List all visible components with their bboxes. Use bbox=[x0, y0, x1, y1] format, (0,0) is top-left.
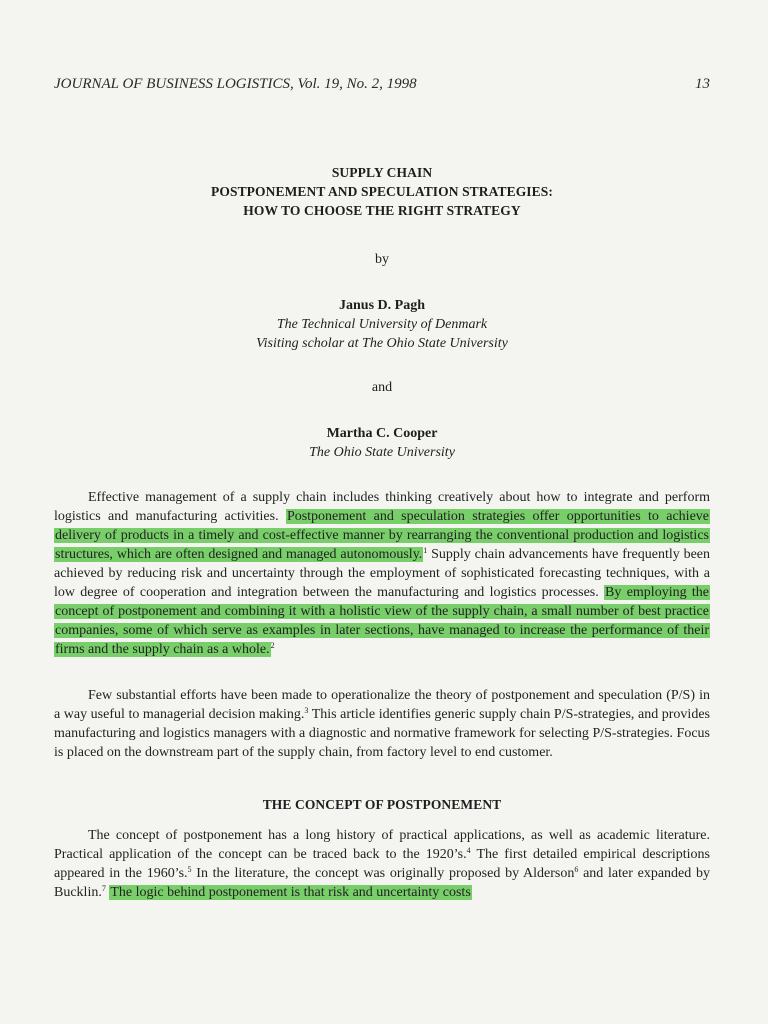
paragraph-1 bbox=[54, 488, 710, 659]
text-run: Supply chain advancements have frequently been achieved by reducing risk and uncertainty through the employment of sophisticated forecasting techniques, with a low degree of cooperation and integration between the manufacturing and logistics processes. bbox=[54, 547, 710, 600]
author-affiliation: The Technical University of Denmark bbox=[276, 317, 488, 332]
paragraph-2 bbox=[54, 686, 710, 762]
article-title bbox=[54, 163, 710, 220]
text-run: Effective management of a supply chain includes thinking creatively about how to integrate and perform logistics and manufacturing activities. bbox=[54, 490, 710, 524]
author-affiliation: Visiting scholar at The Ohio State University bbox=[256, 336, 508, 351]
byline-by: by bbox=[375, 252, 389, 267]
journal-citation: JOURNAL OF BUSINESS LOGISTICS, Vol. 19, No. 2, 1998 bbox=[54, 76, 417, 92]
footnote-ref: 1 bbox=[423, 546, 428, 555]
author-block-1 bbox=[54, 296, 710, 353]
title-line-3: HOW TO CHOOSE THE RIGHT STRATEGY bbox=[243, 203, 521, 218]
footnote-ref: 2 bbox=[270, 641, 275, 650]
title-line-2: POSTPONEMENT AND SPECULATION STRATEGIES: bbox=[211, 184, 553, 199]
text-run: The first detailed empirical descriptions appeared in the 1960’s. bbox=[54, 847, 710, 881]
highlighted-text: The logic behind postponement is that risk and uncertainty costs bbox=[110, 885, 471, 900]
footnote-ref: 4 bbox=[466, 846, 471, 855]
footnote-ref: 6 bbox=[574, 865, 579, 874]
footnote-ref: 3 bbox=[304, 706, 309, 715]
author-block-2 bbox=[54, 424, 710, 462]
highlighted-text: By employing the concept of postponement and combining it with a holistic view of the supply chain, a small number of best practice companies, some of which serve as examples in later sections, have managed to increase the performance of their firms and the supply chain as a whole. bbox=[55, 585, 709, 657]
text-run: and later expanded by Bucklin. bbox=[54, 866, 710, 900]
text-run: The concept of postponement has a long history of practical applications, as well as academic literature. Practical application of the concept can be traced back to the 1920’s. bbox=[54, 828, 710, 862]
text-run: This article identifies generic supply chain P/S-strategies, and provides manufacturing and logistics managers with a diagnostic and normative framework for selecting P/S-strategies. Focus is placed on the downstream part of the supply chain, from factory level to end customer. bbox=[54, 707, 710, 760]
title-line-1: SUPPLY CHAIN bbox=[331, 165, 433, 180]
byline-and: and bbox=[371, 380, 393, 395]
highlighted-text: Postponement and speculation strategies offer opportunities to achieve delivery of products in a timely and cost-effective manner by rearranging the conventional production and logistics structures, which are often designed and managed autonomously. bbox=[55, 509, 709, 562]
footnote-ref: 5 bbox=[187, 865, 192, 874]
text-run: Few substantial efforts have been made to operationalize the theory of postponement and speculation (P/S) in a way useful to managerial decision making. bbox=[54, 688, 710, 722]
paragraph-3 bbox=[54, 826, 710, 902]
section-heading: THE CONCEPT OF POSTPONEMENT bbox=[262, 797, 502, 812]
text-run: In the literature, the concept was originally proposed by Alderson bbox=[191, 866, 575, 881]
author-name: Martha C. Cooper bbox=[326, 426, 438, 441]
author-name: Janus D. Pagh bbox=[339, 298, 425, 313]
page-number: 13 bbox=[695, 76, 710, 92]
footnote-ref: 7 bbox=[101, 884, 106, 893]
author-affiliation: The Ohio State University bbox=[309, 445, 455, 460]
